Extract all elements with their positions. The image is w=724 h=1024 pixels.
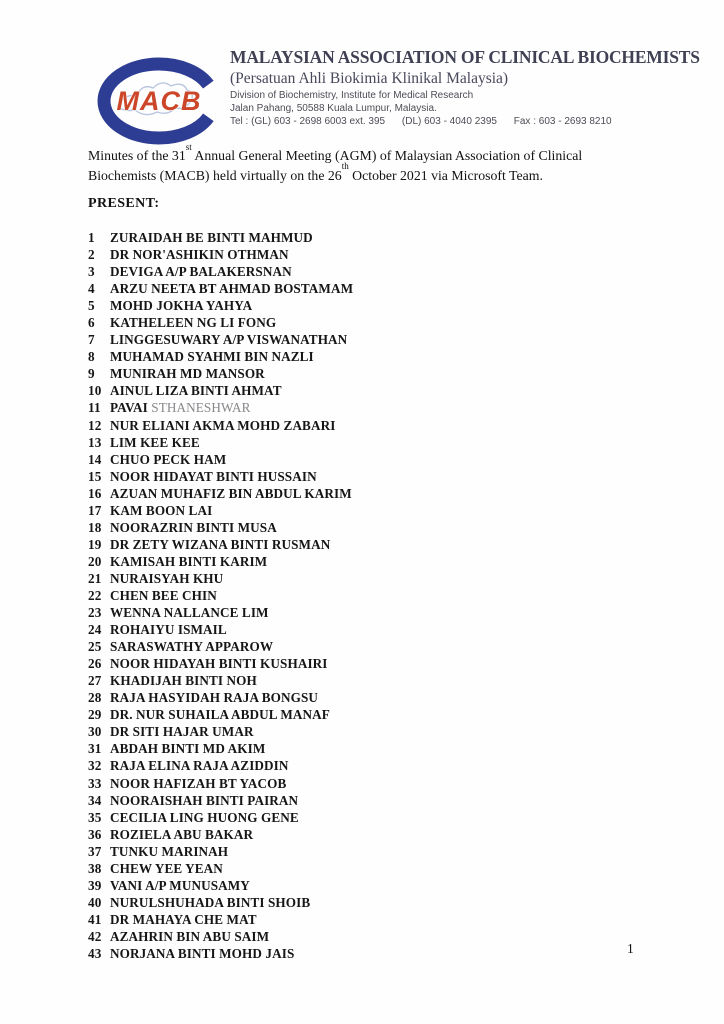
org-tel: Tel : (GL) 603 - 2698 6003 ext. 395 xyxy=(230,116,386,127)
attendee-name: ROZIELA ABU BAKAR xyxy=(110,826,254,842)
attendee-number: 34 xyxy=(88,792,102,808)
attendee-name: KAM BOON LAI xyxy=(110,502,213,518)
attendee-name: LINGGESUWARY A/P VISWANATHAN xyxy=(110,332,348,348)
attendee-number: 2 xyxy=(88,247,95,263)
attendee-name: RAJA HASYIDAH RAJA BONGSU xyxy=(110,690,319,706)
attendee-name: DR MAHAYA CHE MAT xyxy=(110,911,257,927)
attendee-row xyxy=(88,655,353,672)
attendee-number: 36 xyxy=(88,826,102,842)
attendee-name: CHUO PECK HAM xyxy=(110,451,227,467)
attendee-name: NOORAISHAH BINTI PAIRAN xyxy=(110,792,299,808)
attendee-row xyxy=(88,536,353,553)
attendee-name: CHEN BEE CHIN xyxy=(110,587,217,603)
attendee-name: NURAISYAH KHU xyxy=(110,570,224,586)
attendee-row xyxy=(88,757,353,774)
attendee-row xyxy=(88,638,353,655)
attendee-number: 26 xyxy=(88,656,102,672)
attendee-name: NOOR HIDAYAH BINTI KUSHAIRI xyxy=(110,656,328,672)
org-tel-dl: (DL) 603 - 4040 2395 xyxy=(401,116,497,127)
attendee-number: 10 xyxy=(88,383,102,399)
attendee-row xyxy=(88,280,353,297)
attendee-row xyxy=(88,519,353,536)
attendee-row xyxy=(88,775,353,792)
attendee-number: 28 xyxy=(88,690,102,706)
attendee-number: 21 xyxy=(88,570,102,586)
ordinal-suffix: st xyxy=(185,141,192,152)
macb-logo xyxy=(94,56,224,146)
attendee-number: 18 xyxy=(88,519,102,535)
attendee-row xyxy=(88,399,353,416)
attendee-name: CECILIA LING HUONG GENE xyxy=(110,809,299,825)
org-division: Division of Biochemistry, Institute for Medical Research xyxy=(230,90,474,101)
attendee-number: 40 xyxy=(88,894,102,910)
attendee-number: 35 xyxy=(88,809,102,825)
attendee-number: 14 xyxy=(88,451,102,467)
attendee-number: 22 xyxy=(88,587,102,603)
attendee-name: MUNIRAH MD MANSOR xyxy=(110,366,265,382)
attendee-number: 23 xyxy=(88,605,102,621)
attendee-name: LIM KEE KEE xyxy=(110,434,200,450)
attendee-name: VANI A/P MUNUSAMY xyxy=(110,877,250,893)
attendee-name: DEVIGA A/P BALAKERSNAN xyxy=(110,264,292,280)
attendee-row xyxy=(88,246,353,263)
attendee-row xyxy=(88,911,353,928)
page-number: 1 xyxy=(627,941,634,956)
attendee-row xyxy=(88,723,353,740)
attendee-number: 3 xyxy=(88,264,95,280)
attendee-row xyxy=(88,860,353,877)
attendee-row xyxy=(88,894,353,911)
attendee-number: 19 xyxy=(88,536,102,552)
attendee-number: 32 xyxy=(88,758,102,774)
attendee-name: TUNKU MARINAH xyxy=(110,843,229,859)
attendee-row xyxy=(88,877,353,894)
attendee-number: 30 xyxy=(88,724,102,740)
attendee-number: 42 xyxy=(88,928,102,944)
attendee-number: 12 xyxy=(88,417,102,433)
attendee-row xyxy=(88,928,353,945)
attendee-number: 13 xyxy=(88,434,102,450)
present-heading: PRESENT: xyxy=(88,196,160,211)
attendee-row xyxy=(88,365,353,382)
attendee-row xyxy=(88,382,353,399)
attendee-number: 15 xyxy=(88,468,102,484)
attendee-row xyxy=(88,348,353,365)
attendee-name: RAJA ELINA RAJA AZIDDIN xyxy=(110,758,289,774)
attendee-name: ABDAH BINTI MD AKIM xyxy=(110,741,266,757)
minutes-title-text: Minutes of the 31 xyxy=(88,148,186,163)
attendee-name: PAVAI xyxy=(110,400,148,416)
attendee-number: 4 xyxy=(88,281,95,297)
attendee-row xyxy=(88,604,353,621)
attendee-number: 6 xyxy=(88,315,95,331)
attendee-name: ROHAIYU ISMAIL xyxy=(110,622,227,638)
attendee-name: NORJANA BINTI MOHD JAIS xyxy=(110,945,295,961)
attendee-number: 5 xyxy=(88,298,95,314)
attendee-row xyxy=(88,689,353,706)
attendee-name: NOOR HAFIZAH BT YACOB xyxy=(110,775,287,791)
attendee-name: SARASWATHY APPAROW xyxy=(110,639,274,655)
attendee-name: DR ZETY WIZANA BINTI RUSMAN xyxy=(110,536,331,552)
attendee-number: 1 xyxy=(88,230,95,245)
attendee-number: 31 xyxy=(88,741,102,757)
attendee-row xyxy=(88,314,353,331)
org-fax: Fax : 603 - 2693 8210 xyxy=(513,116,612,127)
attendee-name: DR NOR'ASHIKIN OTHMAN xyxy=(110,247,289,263)
ordinal-suffix: th xyxy=(341,161,349,172)
attendee-row xyxy=(88,502,353,519)
attendee-row xyxy=(88,417,353,434)
attendee-number: 25 xyxy=(88,639,102,655)
attendee-name: CHEW YEE YEAN xyxy=(110,860,223,876)
attendee-number: 38 xyxy=(88,860,102,876)
attendee-name: MOHD JOKHA YAHYA xyxy=(110,298,253,314)
attendee-row xyxy=(88,468,353,485)
attendee-list xyxy=(88,229,353,962)
org-address: Jalan Pahang, 50588 Kuala Lumpur, Malaysia. xyxy=(230,103,437,114)
minutes-title-text: Annual General Meeting (AGM) of Malaysian Association of Clinical xyxy=(191,148,583,163)
attendee-row xyxy=(88,297,353,314)
org-name-malay: (Persatuan Ahli Biokimia Klinikal Malaysia) xyxy=(230,70,509,87)
macb-logo-icon xyxy=(94,56,224,146)
attendee-row xyxy=(88,331,353,348)
attendee-name: NURULSHUHADA BINTI SHOIB xyxy=(110,894,311,910)
minutes-title-text: Biochemists (MACB) held virtually on the 26 xyxy=(88,167,342,183)
attendee-row xyxy=(88,570,353,587)
attendee-name: DR. NUR SUHAILA ABDUL MANAF xyxy=(110,707,330,723)
attendee-name-secondary: STHANESHWAR xyxy=(147,400,251,416)
attendee-row xyxy=(88,945,353,962)
attendee-row xyxy=(88,621,353,638)
attendee-number: 43 xyxy=(88,945,102,961)
minutes-title xyxy=(88,141,658,185)
attendee-name: KAMISAH BINTI KARIM xyxy=(110,553,268,569)
attendee-number: 11 xyxy=(88,400,101,416)
attendee-row xyxy=(88,229,353,246)
attendee-number: 29 xyxy=(88,707,102,723)
attendee-number: 39 xyxy=(88,877,102,893)
letterhead-text xyxy=(230,47,700,127)
attendee-row xyxy=(88,706,353,723)
attendee-name: AINUL LIZA BINTI AHMAT xyxy=(110,383,282,399)
attendee-number: 16 xyxy=(88,485,102,501)
attendee-number: 7 xyxy=(88,332,95,348)
attendee-name: DR SITI HAJAR UMAR xyxy=(110,724,254,740)
org-name: MALAYSIAN ASSOCIATION OF CLINICAL BIOCHEMISTS xyxy=(230,47,700,67)
attendee-name: ARZU NEETA BT AHMAD BOSTAMAM xyxy=(110,281,354,297)
attendee-number: 37 xyxy=(88,843,102,859)
attendee-row xyxy=(88,672,353,689)
attendee-name: ZURAIDAH BE BINTI MAHMUD xyxy=(110,230,313,245)
attendee-name: NOORAZRIN BINTI MUSA xyxy=(110,519,277,535)
attendee-row xyxy=(88,485,353,502)
attendee-number: 9 xyxy=(88,366,95,382)
attendee-number: 33 xyxy=(88,775,102,791)
attendee-row xyxy=(88,434,353,451)
attendee-row xyxy=(88,826,353,843)
macb-logo-text: MACB xyxy=(116,86,202,116)
attendee-row xyxy=(88,809,353,826)
attendee-name: KHADIJAH BINTI NOH xyxy=(110,673,257,689)
attendee-row xyxy=(88,587,353,604)
attendee-name: AZUAN MUHAFIZ BIN ABDUL KARIM xyxy=(110,485,352,501)
attendee-name: AZAHRIN BIN ABU SAIM xyxy=(110,928,270,944)
attendee-name: WENNA NALLANCE LIM xyxy=(110,605,269,621)
attendee-row xyxy=(88,451,353,468)
attendee-number: 27 xyxy=(88,673,102,689)
attendee-row xyxy=(88,740,353,757)
attendee-number: 41 xyxy=(88,911,102,927)
attendee-name: KATHELEEN NG LI FONG xyxy=(110,315,277,331)
attendee-name: NOOR HIDAYAT BINTI HUSSAIN xyxy=(110,468,317,484)
org-contact xyxy=(230,116,700,127)
attendee-row xyxy=(88,553,353,570)
attendee-number: 24 xyxy=(88,622,102,638)
attendee-row xyxy=(88,792,353,809)
minutes-title-text: October 2021 via Microsoft Team. xyxy=(348,167,543,183)
attendee-number: 8 xyxy=(88,349,95,365)
attendee-row xyxy=(88,263,353,280)
attendee-row xyxy=(88,843,353,860)
attendee-number: 17 xyxy=(88,502,102,518)
attendee-name: NUR ELIANI AKMA MOHD ZABARI xyxy=(110,417,336,433)
attendee-number: 20 xyxy=(88,553,102,569)
attendee-name: MUHAMAD SYAHMI BIN NAZLI xyxy=(110,349,314,365)
